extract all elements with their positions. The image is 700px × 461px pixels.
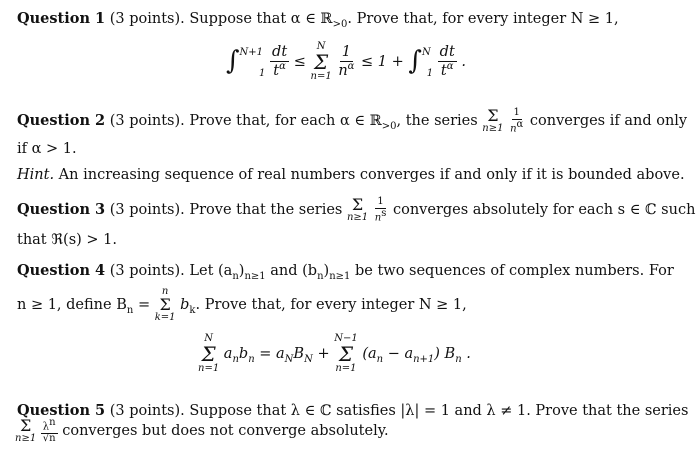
question-5-statement: Question 5 (3 points). Suppose that λ ∈ ℂ satisfies |λ| = 1 and λ ≠ 1. Prove that the series bbox=[17, 402, 689, 419]
question-3-continuation: that ℜ(s) > 1. bbox=[17, 232, 118, 248]
dt-over-t-alpha: $\frac{dt}{t^\alpha}$ bbox=[272, 44, 288, 79]
question-5-label: Question 5 bbox=[17, 402, 106, 419]
question-1-equation: ∫$^{N+1}_1$ $\frac{dt}{t^\alpha}$ ≤ N Σ n=1 $\frac{1}{n^\alpha}$ ≤ 1 + ∫$^N_1$ $\frac{dt}{t^\alpha}$ . bbox=[226, 41, 466, 82]
sum-symbol: N Σ n=1 bbox=[310, 41, 332, 82]
one-over-n-alpha: $\frac{1}{n^\alpha}$ bbox=[338, 44, 355, 79]
dt-over-t-alpha-2: $\frac{dt}{t^\alpha}$ bbox=[439, 44, 455, 79]
question-4-points: (3 points). bbox=[109, 263, 185, 279]
question-5-continuation: Σ n≥1 $\frac{\lambda^n}{√n}$ converges but does not converge absolutely. bbox=[15, 416, 389, 445]
question-1-points: (3 points). bbox=[109, 11, 185, 27]
integral-symbol-2: ∫ bbox=[408, 45, 422, 76]
sum-symbol-2: N−1 Σ n=1 bbox=[334, 333, 358, 374]
hint-text: An increasing sequence of real numbers converges if and only if it is bounded above. bbox=[58, 167, 685, 183]
question-4-equation: N Σ n=1 $a_nb_n = a_NB_N$ + N−1 Σ n=1 $(a_n - a_{n+1})$ $B_n$ . bbox=[198, 333, 471, 374]
integral-symbol: ∫ bbox=[226, 45, 240, 76]
le-one-plus: ≤ 1 + bbox=[361, 54, 404, 70]
question-1-label: Question 1 bbox=[17, 10, 106, 27]
question-3-statement: Question 3 (3 points). Prove that the series Σ n≥1 $\frac{1}{n^s}$ converges absolutely for each s ∈ ℂ such bbox=[17, 195, 696, 224]
definition-sum: n Σ k=1 bbox=[154, 286, 176, 323]
question-2-label: Question 2 bbox=[17, 112, 106, 130]
series-sum: Σ n≥1 bbox=[482, 106, 504, 135]
question-4-label: Question 4 bbox=[17, 262, 106, 279]
integral-lower-limit: 1 bbox=[259, 68, 266, 79]
series-sum: Σ n≥1 bbox=[15, 416, 37, 445]
question-2-points: (3 points). bbox=[109, 113, 185, 130]
sum-symbol: N Σ n=1 bbox=[198, 333, 220, 374]
question-3-points: (3 points). bbox=[109, 202, 185, 219]
question-5-points: (3 points). bbox=[109, 403, 185, 419]
question-2-continuation: if α > 1. bbox=[17, 141, 77, 157]
question-1-text2: . Prove that, for every integer N ≥ 1, bbox=[347, 11, 619, 27]
question-4-definition: n ≥ 1, define $B_n$ = n Σ k=1 $b_k$. Prove that, for every integer N ≥ 1, bbox=[17, 286, 467, 323]
question-4-statement: Question 4 (3 points). Let $(a_n)_{n\ge 1}$ and $(b_n)_{n\ge 1}$ be two sequences of complex numbers. For bbox=[17, 262, 674, 282]
hint bbox=[17, 166, 685, 184]
series-term: $\frac{\lambda^n}{√n}$ bbox=[42, 417, 56, 444]
question-1-sub: >0 bbox=[332, 18, 348, 30]
question-1-statement bbox=[17, 10, 619, 31]
integral-upper-limit: N+1 bbox=[239, 47, 264, 58]
series-sum: Σ n≥1 bbox=[346, 195, 369, 224]
question-2-statement: Question 2 (3 points). Prove that, for each α ∈ ℝ$_{>0}$, the series Σ n≥1 $\frac{1}{n^\alpha}$ converges if and only bbox=[17, 106, 688, 135]
series-term: $\frac{1}{n^\alpha}$ bbox=[510, 107, 524, 134]
series-term: $\frac{1}{n^s}$ bbox=[374, 196, 387, 223]
hint-label: Hint. bbox=[17, 167, 55, 183]
le-sign: ≤ bbox=[293, 54, 306, 70]
question-3-label: Question 3 bbox=[17, 201, 106, 219]
question-1-text: Suppose that α ∈ ℝ bbox=[189, 11, 333, 27]
